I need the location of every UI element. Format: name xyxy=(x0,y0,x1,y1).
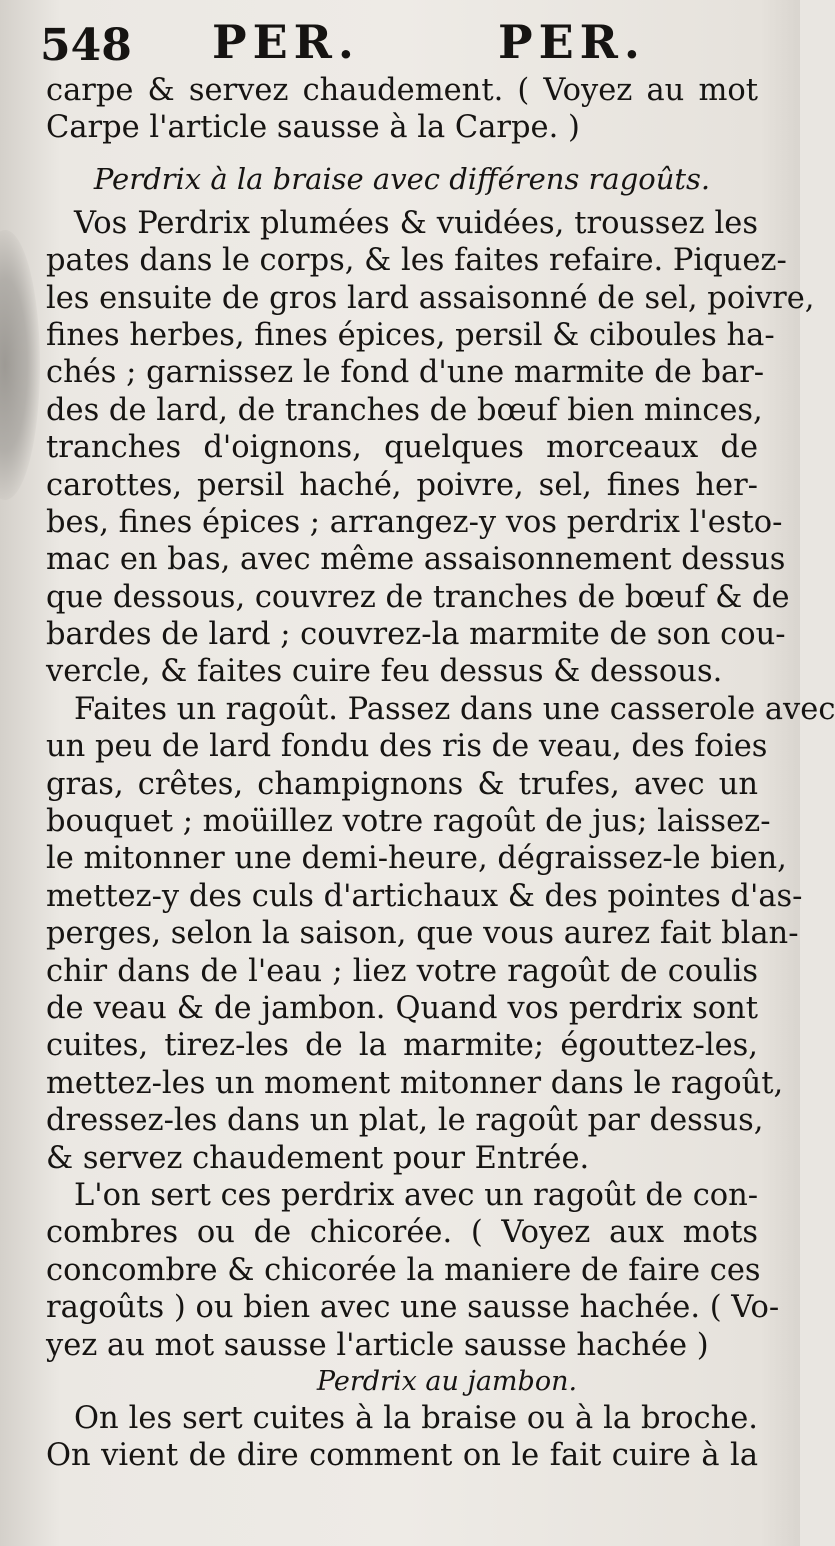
text-line: gras, crêtes, champignons & trufes, avec un xyxy=(46,766,758,802)
text-line: vercle, & faites cuire feu dessus & dessous. xyxy=(46,654,723,690)
paragraph xyxy=(46,1400,758,1475)
text-line: Carpe l'article sausse à la Carpe. ) xyxy=(46,110,580,146)
text-line: perges, selon la saison, que vous aurez fait blan- xyxy=(46,916,799,952)
text-line: chir dans de l'eau ; liez votre ragoût de coulis xyxy=(46,953,758,989)
page-number: 548 xyxy=(40,20,132,71)
text-line: Vos Perdrix plumées & vuidées, troussez les xyxy=(74,205,758,241)
text-line: fines herbes, fines épices, persil & ciboules ha- xyxy=(46,317,775,353)
text-line: carottes, persil haché, poivre, sel, fines her- xyxy=(46,467,758,503)
paragraph xyxy=(46,205,815,691)
section-title: Perdrix au jambon. xyxy=(316,1365,578,1397)
text-line: On vient de dire comment on le fait cuire à la xyxy=(46,1438,758,1474)
page-body xyxy=(46,72,835,1475)
text-line: des de lard, de tranches de bœuf bien minces, xyxy=(46,392,763,428)
text-line: de veau & de jambon. Quand vos perdrix sont xyxy=(46,990,758,1026)
text-line: bouquet ; moüillez votre ragoût de jus; laissez- xyxy=(46,804,771,840)
paragraph xyxy=(46,691,835,1177)
text-line: que dessous, couvrez de tranches de bœuf & de xyxy=(46,579,790,615)
text-line: dressez-les dans un plat, le ragoût par dessus, xyxy=(46,1103,764,1139)
text-line: combres ou de chicorée. ( Voyez aux mots xyxy=(46,1215,758,1251)
text-line: le mitonner une demi-heure, dégraissez-le bien, xyxy=(46,841,787,877)
text-line: mettez-les un moment mitonner dans le ragoût, xyxy=(46,1065,784,1101)
text-line: concombre & chicorée la maniere de faire ces xyxy=(46,1252,761,1288)
text-line: ragoûts ) ou bien avec une sausse hachée. ( Vo- xyxy=(46,1290,780,1326)
text-line: & servez chaudement pour Entrée. xyxy=(46,1140,590,1176)
running-head-right: PER. xyxy=(498,15,646,69)
section-title: Perdrix à la braise avec différens ragoûts. xyxy=(93,161,711,196)
text-line: carpe & servez chaudement. ( Voyez au mot xyxy=(46,73,758,108)
paragraph xyxy=(46,1177,780,1364)
text-line: mettez-y des culs d'artichaux & des pointes d'as- xyxy=(46,878,803,914)
text-line: Faites un ragoût. Passez dans une casserole avec xyxy=(74,691,835,727)
text-line: un peu de lard fondu des ris de veau, des foies xyxy=(46,729,768,765)
text-line: pates dans le corps, & les faites refaire. Piquez- xyxy=(46,243,787,279)
text-line: les ensuite de gros lard assaisonné de sel, poivre, xyxy=(46,280,815,316)
page-stain xyxy=(0,230,40,500)
text-line: yez au mot sausse l'article sausse hachée ) xyxy=(46,1327,709,1363)
text-line: On les sert cuites à la braise ou à la broche. xyxy=(74,1400,758,1436)
text-line: cuites, tirez-les de la marmite; égouttez-les, xyxy=(46,1028,758,1064)
text-line: mac en bas, avec même assaisonnement dessus xyxy=(46,542,786,578)
text-line: chés ; garnissez le fond d'une marmite de bar- xyxy=(46,355,765,391)
text-line: tranches d'oignons, quelques morceaux de xyxy=(46,430,758,466)
page-header xyxy=(40,14,780,74)
text-line: bardes de lard ; couvrez-la marmite de son cou- xyxy=(46,617,786,653)
text-line: L'on sert ces perdrix avec un ragoût de con- xyxy=(74,1177,759,1213)
running-head-left: PER. xyxy=(212,15,360,69)
text-line: bes, fines épices ; arrangez-y vos perdrix l'esto- xyxy=(46,504,783,540)
